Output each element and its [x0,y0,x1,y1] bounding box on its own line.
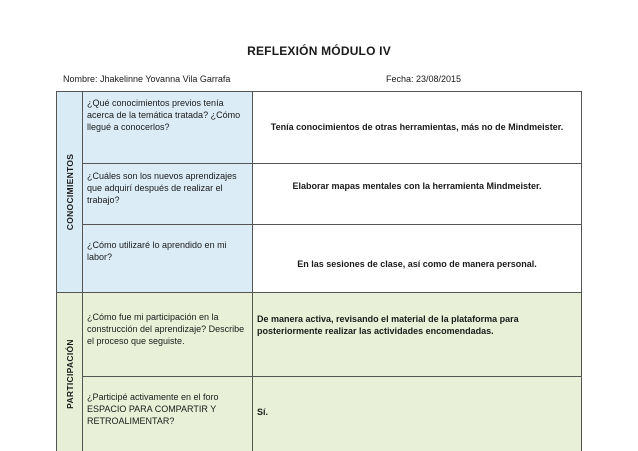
question-text: ¿Cómo utilizaré lo aprendido en mi labor? [87,240,227,263]
question-text: ¿Qué conocimientos previos tenía acerca de la temática tratada? ¿Cómo llegué a conocerlos? [87,98,241,132]
document-date: Fecha: 23/08/2015 [386,74,462,84]
table-row [57,376,582,451]
section-label-conocimientos: CONOCIMIENTOS [64,153,75,231]
document-title: REFLEXIÓN MÓDULO IV [247,44,391,58]
section-label-participacion: PARTICIPACIÓN [64,339,75,410]
question-text: ¿Cuáles son los nuevos aprendizajes que adquirí después de realizar el trabajo? [87,170,237,205]
student-name: Nombre: Jhakelinne Yovanna Vila Garrafa [63,74,231,84]
question-cell [83,92,253,164]
reflection-table [56,91,582,451]
answer-text: De manera activa, revisando el material de la plataforma para posteriormente realizar las actividades encomendadas. [257,314,519,337]
answer-cell [253,163,582,225]
question-cell [83,163,253,225]
question-text: ¿Cómo fue mi participación en la construcción del aprendizaje? Describe el proceso que seguiste. [87,312,245,347]
question-cell [83,225,253,293]
table-row [57,225,582,293]
table-row [57,293,582,376]
answer-cell [253,293,582,376]
section-conocimientos [57,92,83,293]
question-cell [83,293,253,376]
answer-text: Elaborar mapas mentales con la herramienta Mindmeister. [292,180,542,191]
answer-text: Tenía conocimientos de otras herramientas, más no de Mindmeister. [270,122,564,132]
question-text: ¿Participé activamente en el foro ESPACIO PARA COMPARTIR Y RETROALIMENTAR? [87,391,219,426]
answer-cell [253,92,582,164]
answer-text: Sí. [257,406,269,417]
answer-text: En las sesiones de clase, así como de manera personal. [297,259,537,270]
table-row [57,92,582,164]
answer-cell [253,376,582,451]
question-cell [83,376,253,451]
section-participacion [57,293,83,451]
table-row [57,163,582,225]
answer-cell [253,225,582,293]
